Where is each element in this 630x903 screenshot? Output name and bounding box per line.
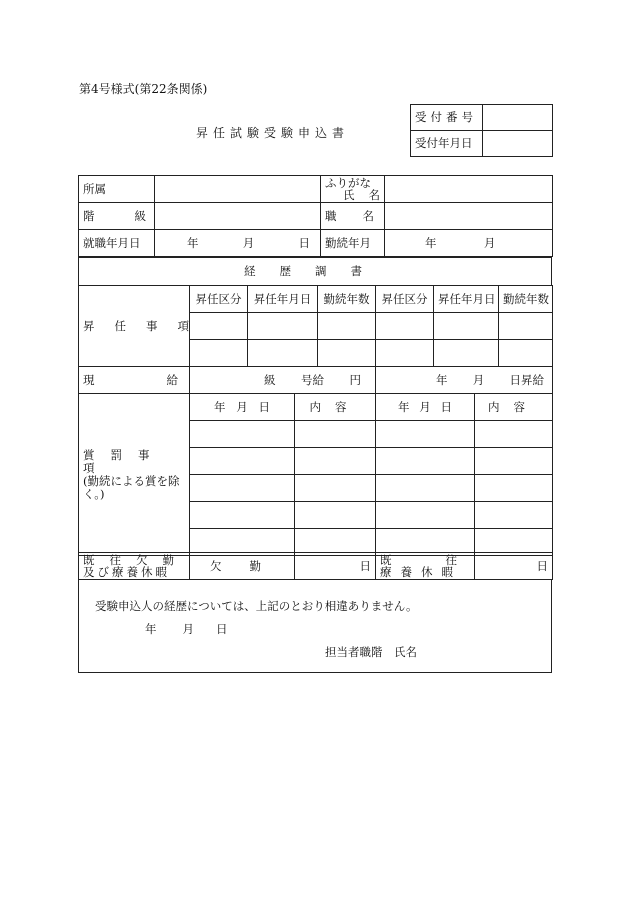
promotion-cell[interactable] (499, 313, 553, 340)
promotion-cell[interactable] (499, 340, 553, 367)
col-promotion-date: 昇任年月日 (434, 286, 499, 313)
col-service-years: 勤続年数 (318, 286, 376, 313)
furigana-name-label (321, 176, 394, 203)
award-cell[interactable] (295, 448, 376, 475)
promotion-cell[interactable] (434, 340, 499, 367)
promotion-cell[interactable] (376, 340, 434, 367)
award-cell[interactable] (190, 502, 295, 529)
current-salary-label: 現給 (79, 367, 190, 394)
col-promotion-category: 昇任区分 (190, 286, 248, 313)
promotion-cell[interactable] (248, 313, 318, 340)
form-number: 第4号様式(第22条関係) (79, 82, 208, 96)
service-years-label: 勤続年月 (321, 230, 385, 257)
receipt-number-label: 受付番号 (411, 105, 483, 131)
awards-label: 賞罰事項 (勤続による賞を除く。) (79, 394, 190, 556)
affiliation-field[interactable] (155, 176, 321, 203)
receipt-date-field[interactable] (483, 131, 553, 157)
affiliation-label: 所属 (79, 176, 155, 203)
appointment-date-field[interactable]: 年 月 日 (155, 230, 321, 257)
col-promotion-date: 昇任年月日 (248, 286, 318, 313)
furigana-label: ふりがな (325, 176, 371, 190)
award-cell[interactable] (190, 475, 295, 502)
certification-date[interactable]: 年 月 日 (145, 622, 228, 636)
certification-statement: 受験申込人の経歴については、上記のとおり相違ありません。 (95, 599, 418, 613)
promotion-cell[interactable] (434, 313, 499, 340)
promotion-table (78, 285, 553, 367)
position-label: 職名 (321, 203, 385, 230)
award-cell[interactable] (190, 448, 295, 475)
certification-box (78, 579, 552, 673)
salary-table (78, 366, 553, 394)
signer-label: 担当者職階 氏名 (325, 645, 417, 659)
promotion-cell[interactable] (190, 340, 248, 367)
raise-date-field[interactable]: 年 月 日昇給 (376, 367, 553, 394)
applicant-table (78, 175, 553, 257)
award-cell[interactable] (190, 421, 295, 448)
promotion-cell[interactable] (376, 313, 434, 340)
award-cell[interactable] (376, 448, 475, 475)
receipt-date-label: 受付年月日 (411, 131, 483, 157)
name-field[interactable] (385, 176, 553, 203)
receipt-number-field[interactable] (483, 105, 553, 131)
promotion-cell[interactable] (318, 313, 376, 340)
salary-field[interactable]: 級 号給 円 (190, 367, 376, 394)
award-cell[interactable] (295, 502, 376, 529)
award-cell[interactable] (376, 502, 475, 529)
col-service-years: 勤続年数 (499, 286, 553, 313)
award-cell[interactable] (475, 421, 553, 448)
award-cell[interactable] (295, 475, 376, 502)
medical-days-field[interactable]: 日 (475, 553, 553, 580)
document-title: 昇任試験受験申込書 (196, 126, 350, 140)
promotion-cell[interactable] (248, 340, 318, 367)
career-title: 経歴調書 (79, 258, 552, 286)
col-award-content: 内容 (475, 394, 553, 421)
career-header (78, 257, 552, 286)
award-cell[interactable] (376, 421, 475, 448)
absence-table (78, 552, 553, 580)
promotion-cell[interactable] (318, 340, 376, 367)
position-field[interactable] (385, 203, 553, 230)
service-years-field[interactable]: 年 月 (385, 230, 553, 257)
award-cell[interactable] (475, 502, 553, 529)
award-cell[interactable] (475, 448, 553, 475)
col-award-content: 内容 (295, 394, 376, 421)
receipt-box (410, 104, 553, 157)
rank-label: 階級 (79, 203, 155, 230)
col-promotion-category: 昇任区分 (376, 286, 434, 313)
medical-leave-label: 既往 療養休暇 (376, 553, 475, 580)
col-award-date: 年 月 日 (190, 394, 295, 421)
award-cell[interactable] (475, 475, 553, 502)
award-cell[interactable] (295, 421, 376, 448)
awards-note: (勤続による賞を除く。) (83, 473, 180, 501)
col-award-date: 年 月 日 (376, 394, 475, 421)
award-cell[interactable] (376, 475, 475, 502)
absence-type: 欠勤 (190, 553, 295, 580)
name-label: 氏名 (343, 188, 394, 202)
absence-label: 既往欠勤 及び療養休暇 (79, 553, 190, 580)
promotion-label: 昇任事項 (79, 286, 190, 367)
awards-table (78, 393, 553, 556)
appointment-date-label: 就職年月日 (79, 230, 155, 257)
absence-days-field[interactable]: 日 (295, 553, 376, 580)
